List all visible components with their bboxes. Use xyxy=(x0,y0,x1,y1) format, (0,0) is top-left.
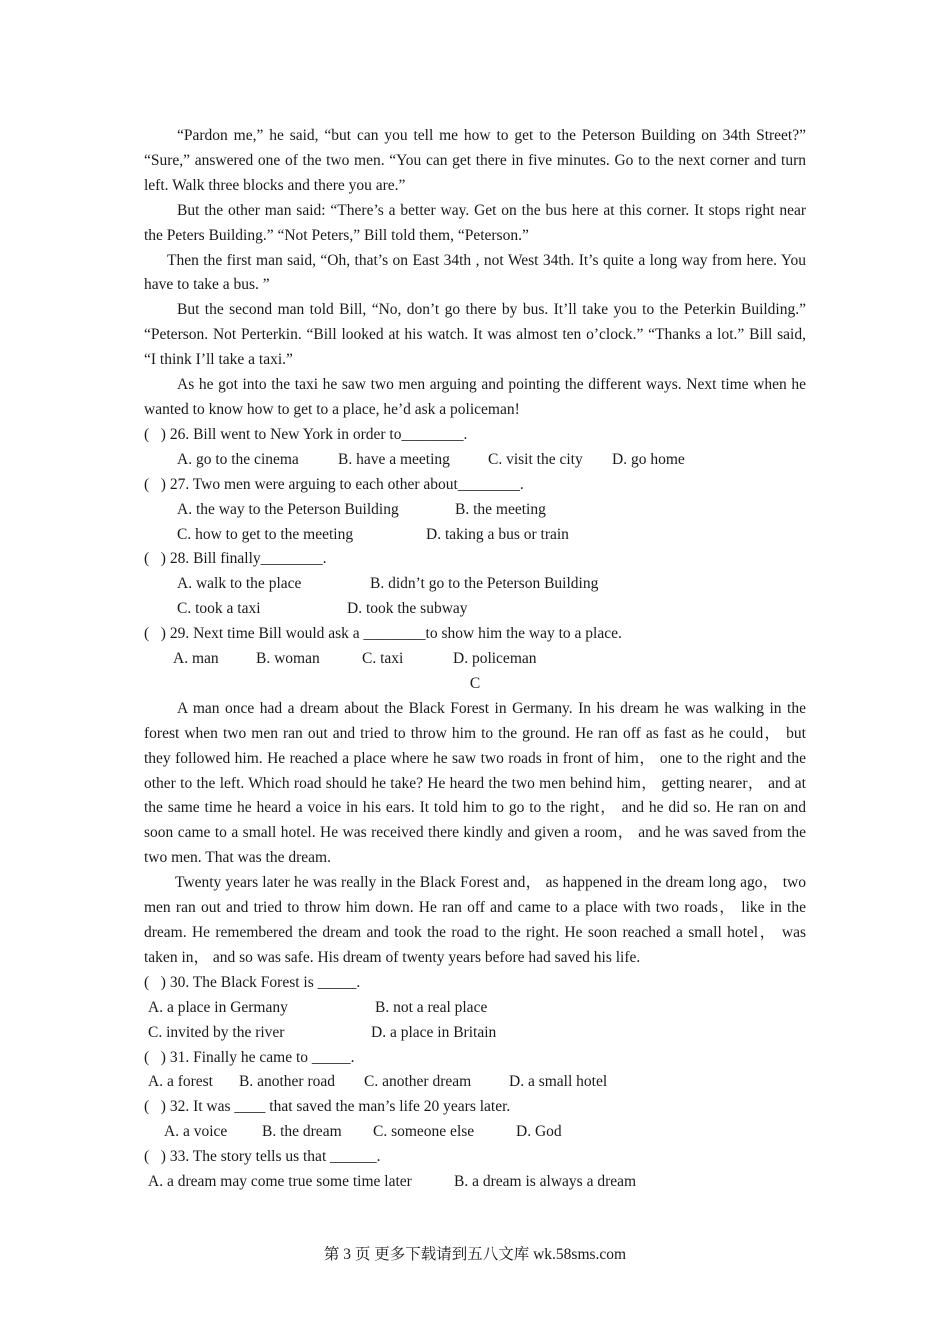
option-b: B. not a real place xyxy=(375,998,488,1016)
page-content xyxy=(144,124,806,1195)
option-c: C. another dream xyxy=(364,1073,472,1091)
question-stem: ( ) 33. The story tells us that ______. xyxy=(144,1148,381,1166)
question-stem: ( ) 31. Finally he came to _____. xyxy=(144,1048,355,1066)
option-a: A. a voice xyxy=(164,1123,228,1141)
option-c: C. someone else xyxy=(373,1123,475,1141)
question-options xyxy=(144,498,806,523)
option-a: A. go to the cinema xyxy=(177,450,299,468)
option-d: D. go home xyxy=(612,450,685,468)
passage-b-paragraph: As he got into the taxi he saw two men arguing and pointing the different ways. Next time when he wanted to know how to get to a place, he’d ask a policeman! xyxy=(144,376,806,418)
option-d: D. took the subway xyxy=(347,600,468,618)
option-a: A. a place in Germany xyxy=(148,998,288,1016)
question-stem: ( ) 29. Next time Bill would ask a ________to show him the way to a place. xyxy=(144,625,622,643)
passage-b-paragraph: But the other man said: “There’s a better way. Get on the bus here at this corner. It stops right near the Peters Building.” “Not Peters,” Bill told them, “Peterson.” xyxy=(144,201,806,244)
question-options xyxy=(144,597,806,622)
passage-b-paragraph: “Pardon me,” he said, “but can you tell me how to get to the Peterson Building on 34th Street?” “Sure,” answered one of the two men. “You can get there in five minutes. Go to the next corner and turn left. Walk three blocks and there you are.” xyxy=(144,127,806,194)
option-d: D. policeman xyxy=(453,650,537,668)
option-c: C. took a taxi xyxy=(177,600,261,618)
passage-c-paragraph: A man once had a dream about the Black Forest in Germany. In his dream he was walking in the forest when two men ran out and tried to throw him to the ground. He ran off as fast as he could， but they followed him. He reached a place where he saw two roads in front of him， one to the right and the other to the left. Which road should he take? He heard the two men behind him， getting nearer， and at the same time he heard a voice in his ears. It told him to go to the right， and he did so. He ran on and soon came to a small hotel. He was received there kindly and given a room， and he was saved from the two men. That was the dream. xyxy=(144,699,806,867)
option-c: C. visit the city xyxy=(488,450,583,468)
option-b: B. a dream is always a dream xyxy=(454,1173,637,1191)
question-stem: ( ) 27. Two men were arguing to each other about________. xyxy=(144,475,524,493)
page-footer: 第 3 页 更多下载请到五八文库 wk.58sms.com xyxy=(323,1246,627,1263)
question-stem: ( ) 28. Bill finally________. xyxy=(144,550,327,568)
question-options xyxy=(144,572,806,597)
passage-c-paragraph: Twenty years later he was really in the Black Forest and， as happened in the dream long ago， two men ran out and tried to throw him down. He ran off and came to a place with two roads， like in the dream. He remembered the dream and took the road to the right. He soon reached a small hotel， was taken in， and so was safe. His dream of twenty years before had saved his life. xyxy=(144,874,806,966)
question-options xyxy=(144,996,806,1021)
option-a: A. walk to the place xyxy=(177,575,302,593)
option-d: D. God xyxy=(516,1123,562,1141)
question-options xyxy=(144,1120,806,1145)
question-options xyxy=(144,448,806,473)
option-a: A. a dream may come true some time later xyxy=(148,1173,412,1191)
option-a: A. man xyxy=(173,650,219,668)
option-a: A. a forest xyxy=(148,1073,213,1091)
question-stem: ( ) 32. It was ____ that saved the man’s life 20 years later. xyxy=(144,1098,511,1116)
question-options xyxy=(144,647,806,672)
section-label: C xyxy=(469,674,481,692)
question-stem: ( ) 30. The Black Forest is _____. xyxy=(144,973,361,991)
option-c: C. how to get to the meeting xyxy=(177,525,354,543)
option-b: B. another road xyxy=(239,1073,335,1091)
option-d: D. a small hotel xyxy=(509,1073,608,1091)
question-options xyxy=(144,1070,806,1095)
passage-b-paragraph: Then the first man said, “Oh, that’s on East 34th , not West 34th. It’s quite a long way from here. You have to take a bus. ” xyxy=(144,251,806,294)
option-b: B. woman xyxy=(256,650,320,668)
option-d: D. a place in Britain xyxy=(371,1023,497,1041)
option-b: B. the meeting xyxy=(455,500,546,518)
question-options xyxy=(144,1170,806,1195)
question-stem: ( ) 26. Bill went to New York in order to________. xyxy=(144,425,468,443)
passage-b-paragraph: But the second man told Bill, “No, don’t go there by bus. It’ll take you to the Peterkin Building.” “Peterson. Not Perterkin. “Bill looked at his watch. It was almost ten o’clock.” “Thanks a lot.” Bill said, “I think I’ll take a taxi.” xyxy=(144,301,806,369)
question-options xyxy=(144,523,806,548)
option-b: B. the dream xyxy=(262,1123,342,1141)
option-c: C. taxi xyxy=(362,650,404,668)
option-c: C. invited by the river xyxy=(148,1023,285,1041)
option-b: B. have a meeting xyxy=(338,450,450,468)
option-b: B. didn’t go to the Peterson Building xyxy=(370,575,599,593)
option-a: A. the way to the Peterson Building xyxy=(177,500,399,518)
option-d: D. taking a bus or train xyxy=(426,525,569,543)
question-options xyxy=(144,1021,806,1046)
